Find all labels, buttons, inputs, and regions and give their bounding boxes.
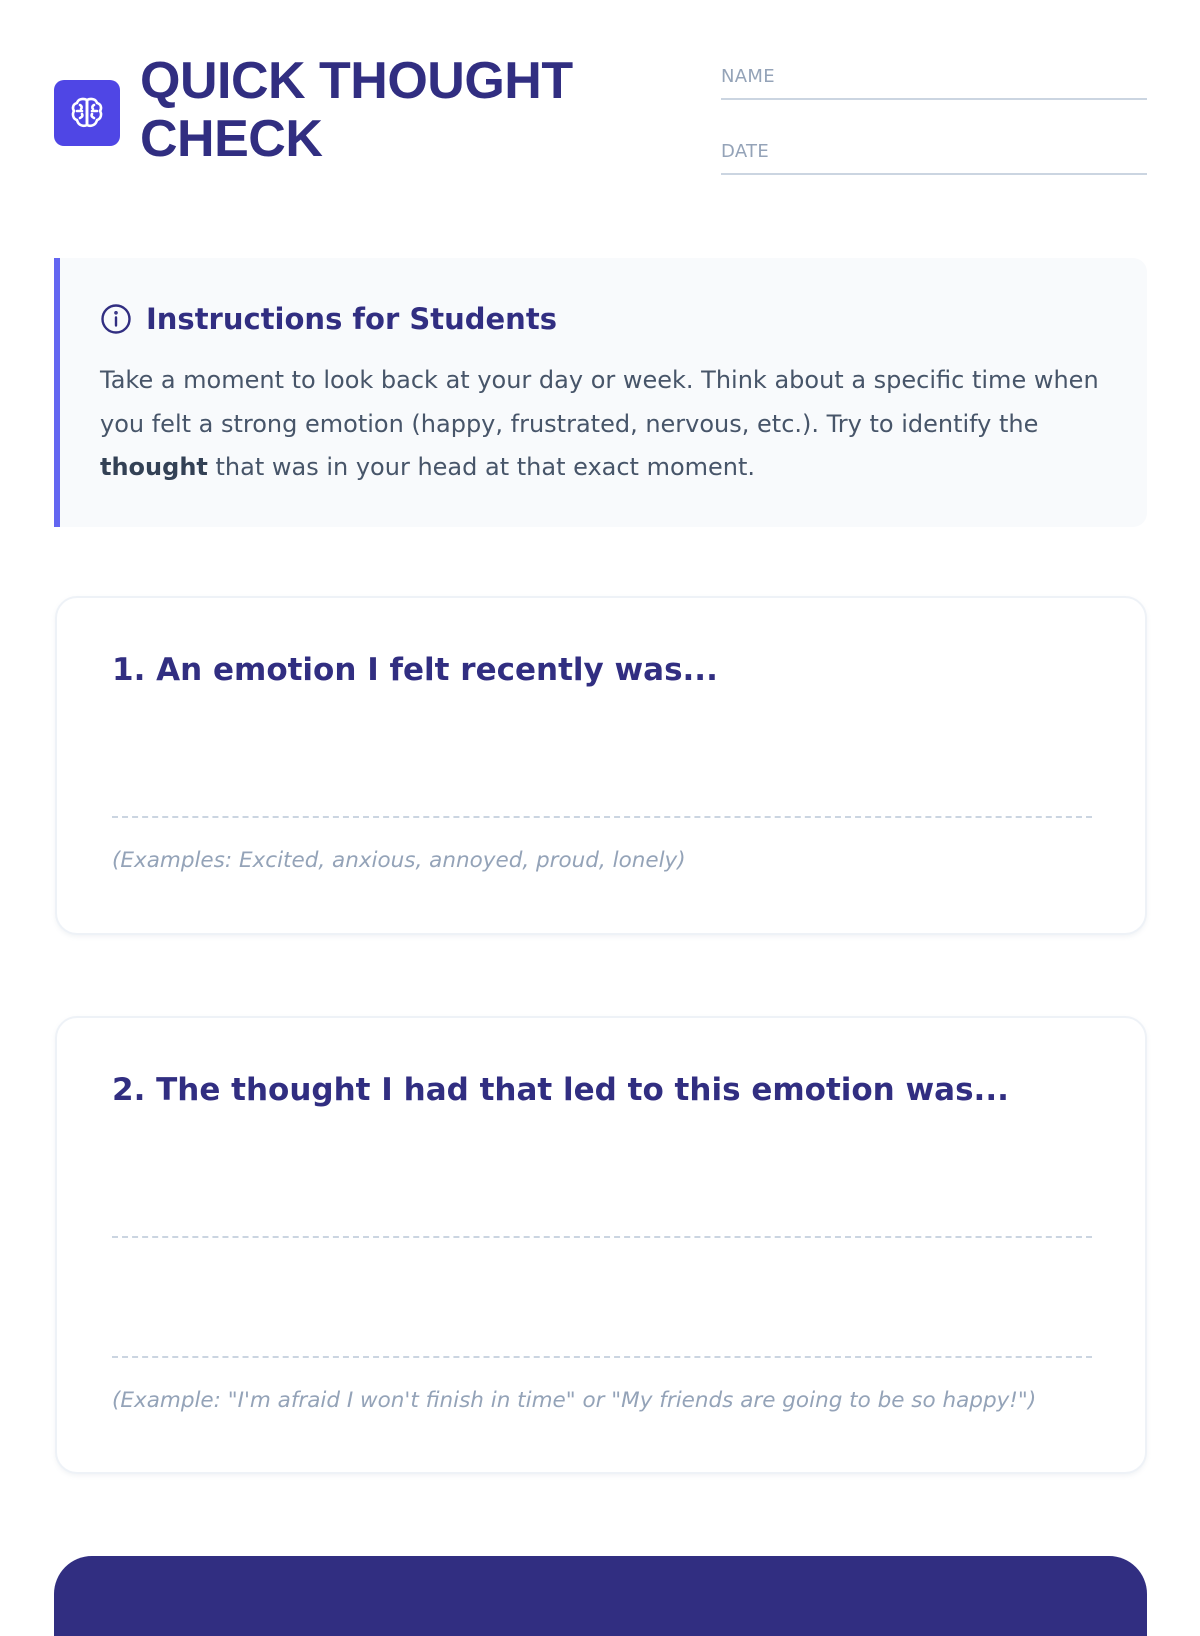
worksheet-header	[54, 52, 1147, 182]
instructions-text-emphasis: thought	[100, 453, 208, 481]
question-card-1	[55, 596, 1147, 935]
answer-line[interactable]	[112, 1236, 1092, 1238]
answer-line[interactable]	[112, 1356, 1092, 1358]
instructions-heading: Instructions for Students	[146, 302, 557, 336]
title-line-2: CHECK	[140, 110, 323, 168]
date-label: DATE	[721, 141, 770, 162]
footer-banner	[54, 1556, 1147, 1636]
title-line-1: QUICK THOUGHT	[140, 52, 573, 110]
instructions-header	[100, 303, 557, 335]
name-field[interactable]	[721, 52, 1147, 100]
info-icon	[100, 303, 132, 335]
instructions-text	[100, 359, 1110, 490]
question-1-hint: (Examples: Excited, anxious, annoyed, proud, lonely)	[112, 848, 686, 873]
question-1-prompt: 1. An emotion I felt recently was...	[112, 652, 718, 688]
name-label: NAME	[721, 66, 775, 87]
date-field[interactable]	[721, 127, 1147, 175]
answer-line[interactable]	[112, 816, 1092, 818]
instructions-text-start: Take a moment to look back at your day or week. Think about a specific time when you felt a strong emotion (happy, frustrated, nervous, etc.). Try to identify the	[100, 366, 1099, 438]
instructions-panel	[54, 258, 1147, 527]
instructions-text-end: that was in your head at that exact moment.	[207, 453, 756, 481]
brain-icon	[54, 80, 120, 146]
question-2-prompt: 2. The thought I had that led to this emotion was...	[112, 1072, 1009, 1108]
question-2-hint: (Example: "I'm afraid I won't finish in time" or "My friends are going to be so happy!")	[112, 1388, 1037, 1413]
page-title	[140, 52, 573, 168]
question-card-2	[55, 1016, 1147, 1474]
